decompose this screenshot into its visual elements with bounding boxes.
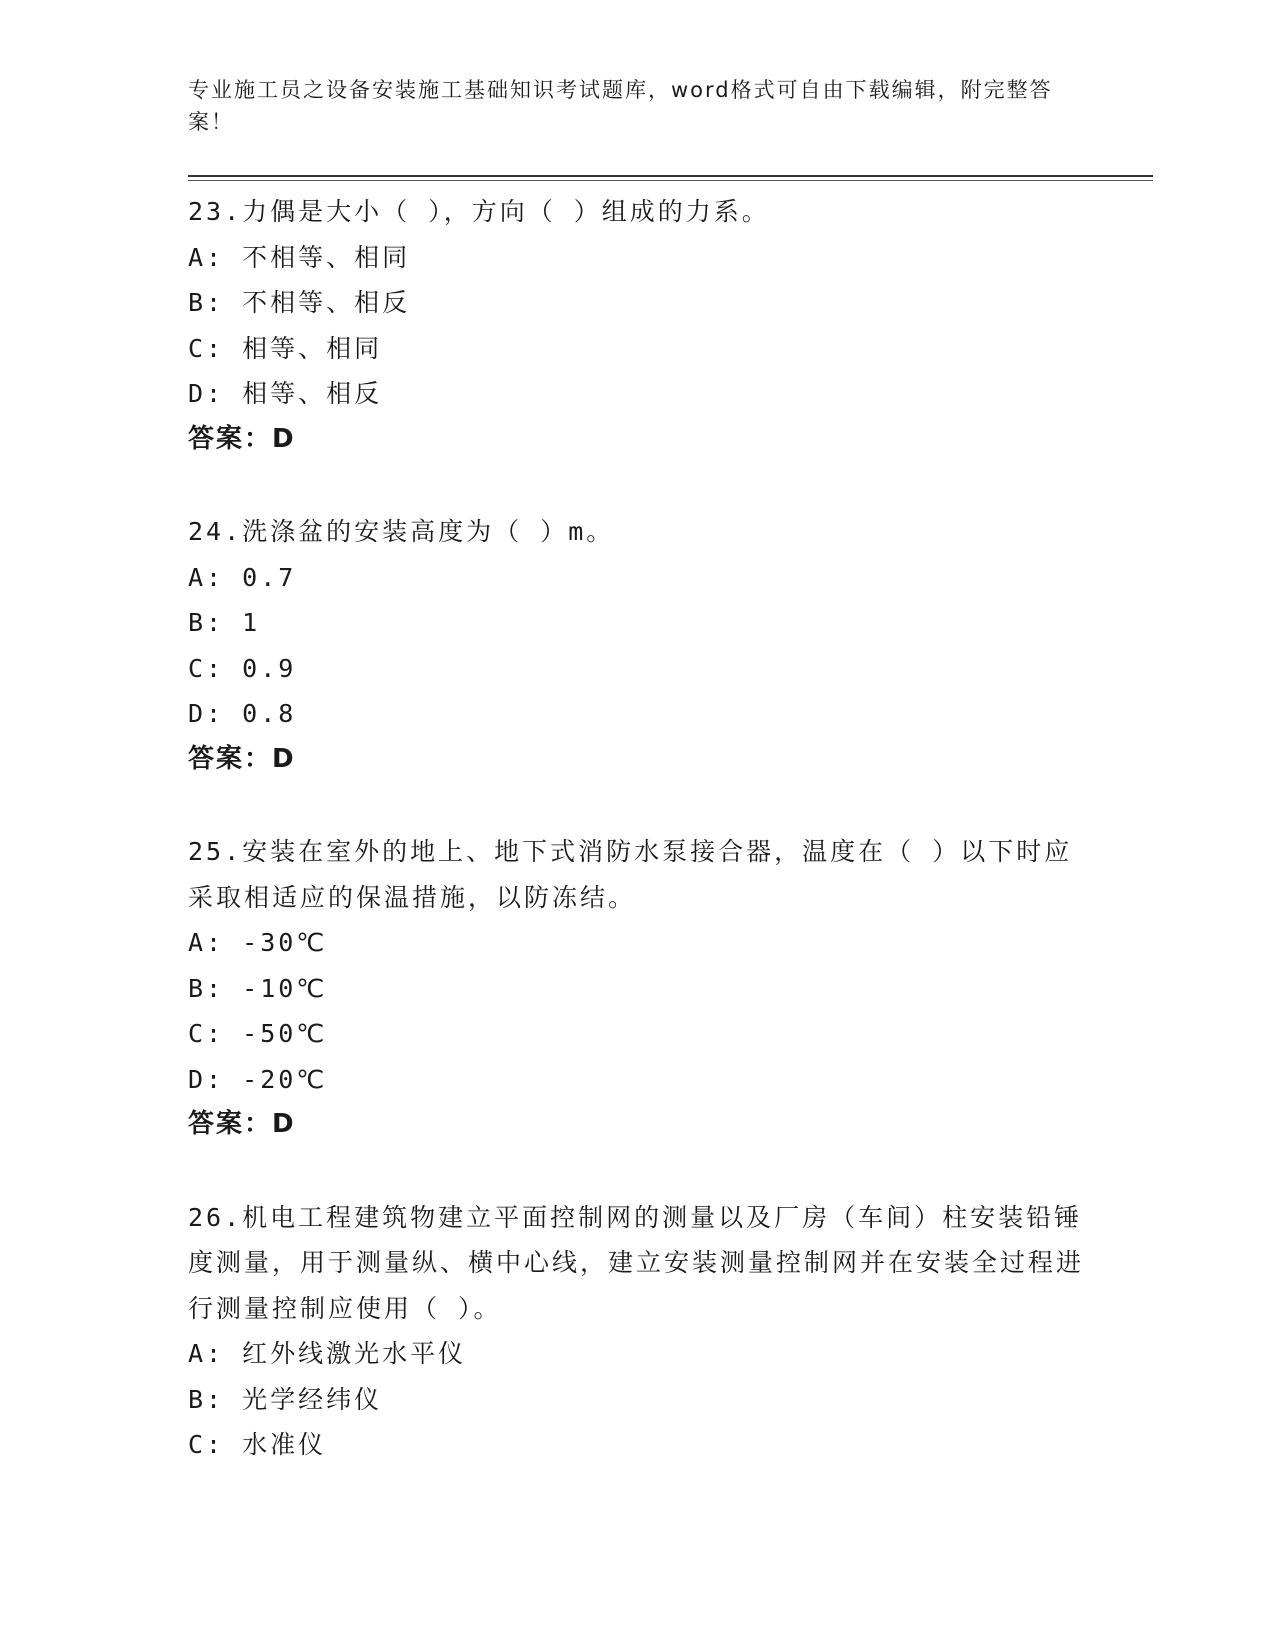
option-d: D: -20℃ <box>188 1064 328 1094</box>
option-b: B: 1 <box>188 608 261 637</box>
question-24 <box>188 509 1088 782</box>
question-stem: 24.洗涤盆的安装高度为（ ）m。 <box>188 517 615 546</box>
option-a: A: 红外线激光水平仪 <box>188 1339 467 1368</box>
option-d: D: 0.8 <box>188 699 297 728</box>
option-b: B: 光学经纬仪 <box>188 1384 383 1414</box>
question-25 <box>188 829 1088 1148</box>
option-d: D: 相等、相反 <box>188 379 383 408</box>
answer-line: 答案：D <box>188 423 296 454</box>
question-stem: 25.安装在室外的地上、地下式消防水泵接合器，温度在（ ）以下时应采取相适应的保温措施，以防冻结。 <box>188 837 1073 912</box>
option-a: A: -30℃ <box>188 928 328 957</box>
option-c: C: 水准仪 <box>188 1430 327 1459</box>
question-26 <box>188 1195 1088 1468</box>
answer-line: 答案：D <box>188 743 296 774</box>
option-c: C: -50℃ <box>188 1019 328 1048</box>
option-c: C: 相等、相同 <box>188 333 383 363</box>
question-23 <box>188 189 1088 462</box>
option-b: B: 不相等、相反 <box>188 288 411 317</box>
question-stem: 26.机电工程建筑物建立平面控制网的测量以及厂房（车间）柱安装铅锤度测量，用于测量纵、横中心线，建立安装测量控制网并在安装全过程进行测量控制应使用（ ）。 <box>188 1202 1085 1323</box>
option-a: A: 0.7 <box>188 562 297 592</box>
header-divider-thin <box>188 180 1153 181</box>
question-list <box>188 189 1088 1515</box>
option-c: C: 0.9 <box>188 653 297 683</box>
option-b: B: -10℃ <box>188 973 328 1003</box>
header-divider-thick <box>188 175 1153 177</box>
document-header: 专业施工员之设备安装施工基础知识考试题库，word格式可自由下载编辑，附完整答案！ <box>188 78 1053 134</box>
answer-line: 答案：D <box>188 1109 296 1139</box>
option-a: A: 不相等、相同 <box>188 242 411 272</box>
question-stem: 23.力偶是大小（ ），方向（ ）组成的力系。 <box>188 197 770 226</box>
